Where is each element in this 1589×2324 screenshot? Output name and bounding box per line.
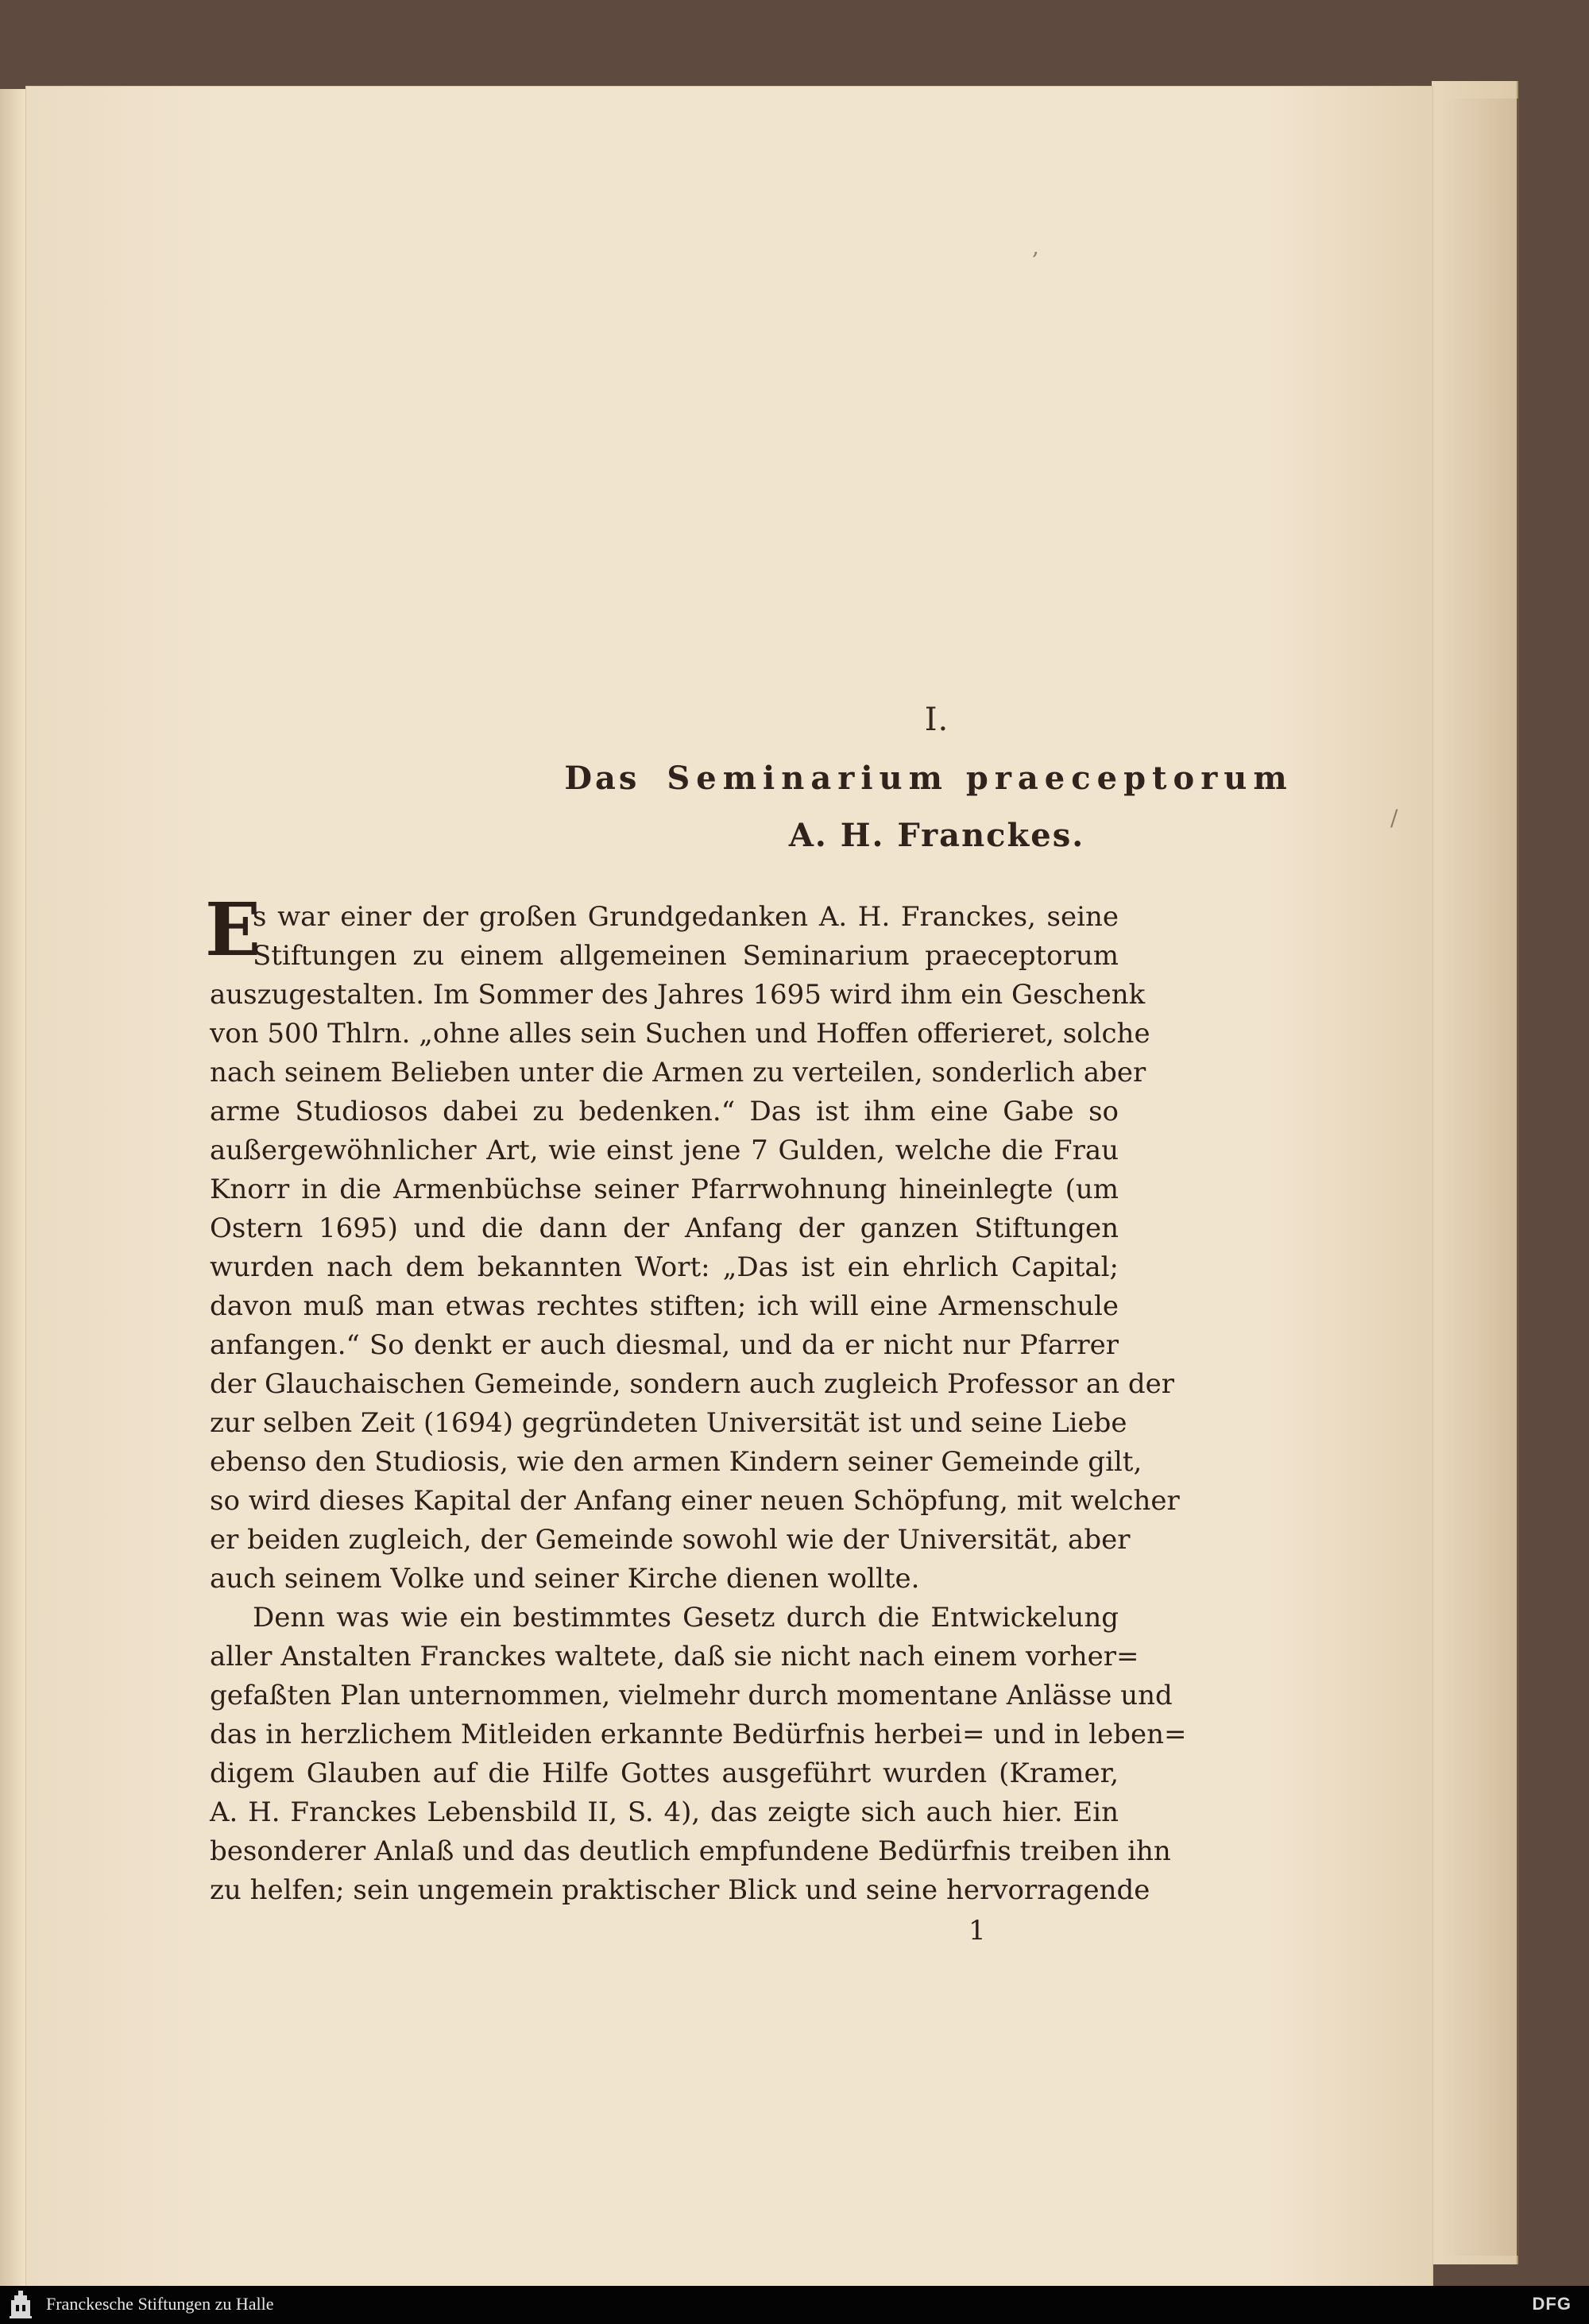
footer-bar [0,2286,1589,2324]
text-line: Ostern 1695) und die dann der Anfang der ganzen Stiftungen [210,1212,1119,1244]
text-line: das in herzlichem Mitleiden erkannte Bedürfnis herbei= und in leben= [210,1719,1187,1750]
text-line: besonderer Anlaß und das deutlich empfundene Bedürfnis treiben ihn [210,1835,1171,1867]
text-line: außergewöhnlicher Art, wie einst jene 7 Gulden, welche die Frau [210,1135,1119,1166]
text-line: zu helfen; sein ungemein praktischer Blick und seine hervorragende [210,1874,1150,1906]
text-line: von 500 Thlrn. „ohne alles sein Suchen und Hoffen offerieret, solche [210,1018,1150,1050]
page-number: 1 [968,1915,986,1947]
text-line: arme Studiosos dabei zu bedenken.“ Das ist ihm eine Gabe so [210,1096,1119,1127]
text-line: aller Anstalten Franckes waltete, daß sie nicht nach einem vorher= [210,1641,1139,1672]
text-line: anfangen.“ So denkt er auch diesmal, und da er nicht nur Pfarrer [210,1329,1119,1361]
institution-logo-icon [8,2289,33,2321]
text-line: nach seinem Belieben unter die Armen zu verteilen, sonderlich aber [210,1057,1146,1089]
text-line: A. H. Franckes Lebensbild II, S. 4), das zeigte sich auch hier. Ein [210,1796,1119,1828]
chapter-subtitle: A. H. Franckes. [788,817,1085,854]
footer-dfg-label: DFG [1532,2294,1572,2314]
text-line: ebenso den Studiosis, wie den armen Kindern seiner Gemeinde gilt, [210,1446,1142,1478]
text-line: digem Glauben auf die Hilfe Gottes ausgeführt wurden (Kramer, [210,1758,1119,1789]
text-line: Stiftungen zu einem allgemeinen Seminarium praeceptorum [253,940,1119,972]
chapter-number: I. [924,702,949,738]
chapter-title-main: Seminarium praeceptorum [667,760,1293,797]
book-page [25,86,1433,2303]
text-line: auch seinem Volke und seiner Kirche dienen wollte. [210,1563,920,1595]
text-line: so wird dieses Kapital der Anfang einer neuen Schöpfung, mit welcher [210,1485,1180,1517]
text-line: gefaßten Plan unternommen, vielmehr durch momentane Anlässe und [210,1680,1173,1711]
drop-cap-initial: E [205,887,261,973]
text-line: auszugestalten. Im Sommer des Jahres 1695 wird ihm ein Geschenk [210,979,1146,1011]
text-line: er beiden zugleich, der Gemeinde sowohl wie der Universität, aber [210,1524,1131,1556]
footer-institution-label: Franckesche Stiftungen zu Halle [46,2294,274,2314]
left-page-edge [0,89,27,2323]
text-line: zur selben Zeit (1694) gegründeten Universität ist und seine Liebe [210,1407,1127,1439]
ink-speck: / [1390,805,1398,831]
text-line: Knorr in die Armenbüchse seiner Pfarrwohnung hineinlegte (um [210,1174,1119,1205]
text-line: der Glauchaischen Gemeinde, sondern auch zugleich Professor an der [210,1368,1174,1400]
chapter-title-article: Das [564,760,640,797]
text-line: davon muß man etwas rechtes stiften; ich will eine Armenschule [210,1290,1119,1322]
text-line: wurden nach dem bekannten Wort: „Das ist ein ehrlich Capital; [210,1251,1119,1283]
text-line: Denn was wie ein bestimmtes Gesetz durch die Entwickelung [253,1602,1119,1634]
page-stack-edge-shadow [1444,99,1519,2256]
text-line: s war einer der großen Grundgedanken A. H. Franckes, seine [253,901,1119,933]
ink-speck: , [1032,234,1039,260]
chapter-title [564,760,1309,797]
